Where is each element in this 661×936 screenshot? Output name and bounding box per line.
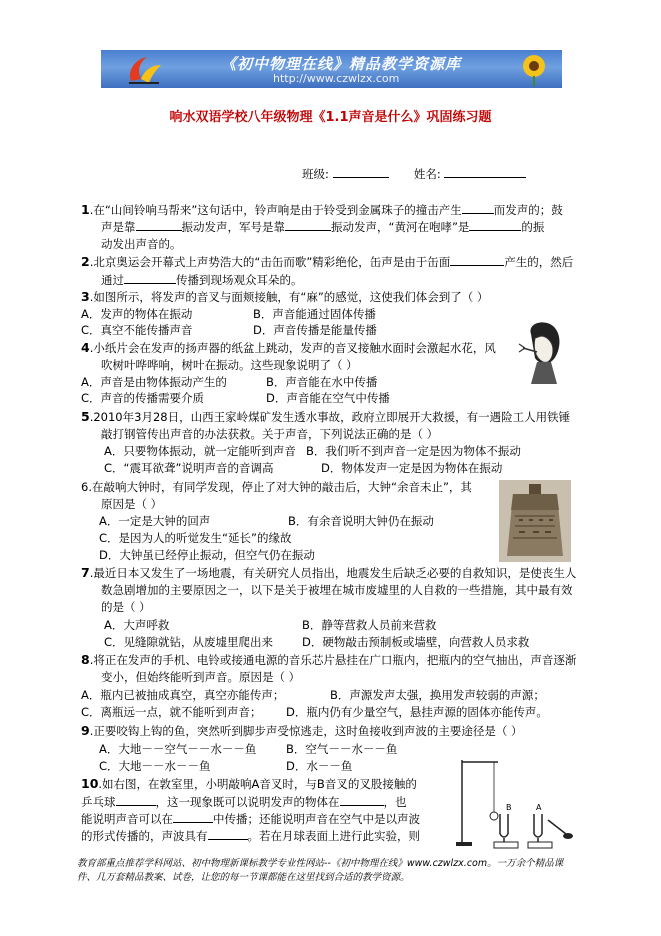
q9-option-d: D．水－－鱼 bbox=[286, 759, 353, 773]
banner-url[interactable]: http://www.czwlzx.com bbox=[273, 72, 400, 85]
sunflower-icon bbox=[512, 52, 556, 86]
q2-line2: 通过 传播到现场观众耳朵的。 bbox=[101, 273, 303, 287]
q8-option-c: C．离瓶远一点，就不能听到声音； bbox=[81, 705, 262, 719]
q6-option-b: B．有余音说明大钟仍在振动 bbox=[288, 514, 434, 528]
q1-line3: 动发出声音的。 bbox=[101, 237, 182, 251]
q7-option-c: C．见缝隙就钻，从废墟里爬出来 bbox=[104, 635, 274, 649]
q3-stem: 3.如图所示，将发声的音叉与面颊接触，有“麻”的感觉，这使我们体会到了（ ） bbox=[81, 289, 489, 304]
q3-option-a: A．发声的物体在振动 bbox=[81, 307, 193, 321]
fork-a-label: A bbox=[536, 803, 542, 812]
q4-option-a: A．声音是由物体振动产生的 bbox=[81, 375, 227, 389]
bronze-bell-figure bbox=[499, 480, 571, 562]
q7-line2: 数急剧增加的主要原因之一，以下是关于被埋在城市废墟里的人自救的一些措施，其中最有效 bbox=[101, 583, 573, 597]
q7-option-a: A．大声呼救 bbox=[104, 618, 170, 632]
name-blank[interactable] bbox=[444, 166, 526, 178]
q4-option-c: C．声音的传播需要介质 bbox=[81, 391, 205, 405]
q5-option-c: C．“震耳欲聋”说明声音的音调高 bbox=[104, 461, 274, 475]
q4-line1: 4.小纸片会在发声的扬声器的纸盆上跳动，发声的音叉接触水面时会激起水花，风 bbox=[81, 340, 496, 355]
q3-option-b: B．声音能通过固体传播 bbox=[253, 307, 376, 321]
q8-line2: 变小，但始终能听到声音。原因是（ ） bbox=[101, 670, 301, 684]
document-title: 响水双语学校八年级物理《1.1声音是什么》巩固练习题 bbox=[169, 110, 492, 125]
q3-option-d: D．声音传播是能量传播 bbox=[253, 323, 377, 337]
q6-option-d: D．大钟虽已经停止振动，但空气仍在振动 bbox=[99, 548, 315, 562]
face-tuning-fork-figure bbox=[517, 318, 567, 388]
q1-line1: 1.在“山间铃响马帮来”这句话中，铃声响是由于铃受到金属珠子的撞击产生 而发声的；鼓 bbox=[81, 202, 563, 217]
q10-line1: 10.如右图，在敦室里，小明敲响A音叉时，与B音叉的叉股接触的 bbox=[81, 776, 417, 791]
header-banner bbox=[101, 50, 562, 88]
q9-stem: 9.正要咬钩上钩的鱼，突然听到脚步声受惊逃走，这时鱼接收到声波的主要途径是（ ） bbox=[81, 723, 523, 738]
footer-line2: 件、几万套精品教案、试卷，让您的每一节课都能在这里找到合适的教学资源。 bbox=[77, 872, 410, 883]
q3-option-c: C．真空不能传播声音 bbox=[81, 323, 193, 337]
q8-line1: 8.将正在发声的手机、电铃或接通电源的音乐芯片悬挂在广口瓶内，把瓶内的空气抽出，声音逐渐 bbox=[81, 652, 577, 667]
q8-option-a: A．瓶内已被抽成真空，真空亦能传声； bbox=[81, 688, 285, 702]
q10-line3: 能说明声音可以在 中传播；还能说明声音在空气中是以声波 bbox=[81, 812, 420, 826]
q8-option-b: B．声源发声太强，换用发声较弱的声源； bbox=[330, 688, 545, 702]
banner-title: 《初中物理在线》精品教学资源库 bbox=[221, 55, 462, 73]
student-info-line bbox=[302, 166, 526, 182]
q5-option-a: A．只要物体振动，就一定能听到声音 bbox=[104, 444, 296, 458]
q7-option-b: B．静等营救人员前来营救 bbox=[302, 618, 437, 632]
q9-option-a: A．大地－－空气－－水－－鱼 bbox=[99, 742, 257, 756]
q6-line2: 原因是（ ） bbox=[101, 497, 163, 511]
class-label: 班级: bbox=[302, 167, 329, 181]
q10-line2: 乒乓球 ，这一现象既可以说明发声的物体在 ，也 bbox=[81, 795, 407, 809]
q2-line1: 2.北京奥运会开幕式上声势浩大的“击缶而歌”精彩绝伦，缶声是由于缶面 产生的，然后 bbox=[81, 254, 574, 269]
tuning-fork-experiment-figure bbox=[454, 754, 576, 850]
q4-option-b: B．声音能在水中传播 bbox=[266, 375, 378, 389]
q4-option-d: D．声音能在空气中传播 bbox=[266, 391, 390, 405]
class-blank[interactable] bbox=[333, 166, 389, 178]
q5-line1: 5.2010年3月28日，山西王家岭煤矿发生透水事故，政府立即展开大救援，有一遇险工人用铁锤 bbox=[81, 409, 571, 424]
name-label: 姓名: bbox=[413, 167, 441, 181]
q7-line1: 7.最近日本又发生了一场地震，有关研究人员指出，地震发生后缺乏必要的自救知识，是使丧生人 bbox=[81, 565, 577, 580]
q5-option-b: B．我们听不到声音一定是因为物体不振动 bbox=[306, 444, 521, 458]
q6-option-c: C．是因为人的听觉发生“延长”的缘故 bbox=[99, 531, 292, 545]
q5-option-d: D．物体发声一定是因为物体在振动 bbox=[321, 461, 503, 475]
q7-option-d: D．硬物敲击预制板或墙壁，向营救人员求救 bbox=[302, 635, 530, 649]
q4-line2: 吹树叶哗哗响，树叶在振动。这些现象说明了（ ） bbox=[101, 358, 358, 372]
q6-line1: 6.在敲响大钟时，有同学发现，停止了对大钟的敲击后，大钟“余音未止”，其 bbox=[81, 480, 472, 494]
q9-option-b: B．空气－－水－－鱼 bbox=[286, 742, 398, 756]
q6-option-a: A．一定是大钟的回声 bbox=[99, 514, 211, 528]
fork-b-label: B bbox=[506, 803, 512, 812]
q1-line2: 声是靠 振动发声，军号是靠 振动发声，“黄河在咆哮”是 的振 bbox=[101, 220, 545, 234]
q9-option-c: C．大地－－水－－鱼 bbox=[99, 759, 211, 773]
site-logo-icon bbox=[125, 53, 165, 85]
q10-line4: 的形式传播的，声波具有 。若在月球表面上进行此实验，则 bbox=[81, 829, 420, 843]
q7-line3: 的是（ ） bbox=[101, 600, 151, 614]
footer-line1: 教育部重点推荐学科网站、初中物理新课标教学专业性网站--《初中物理在线》www.czwlzx.com。一万余个精品课 bbox=[77, 858, 564, 869]
q5-line2: 敲打钢管传出声音的办法获救。关于声音，下列说法正确的是（ ） bbox=[101, 427, 439, 441]
page-footer bbox=[77, 857, 597, 885]
q8-option-d: D．瓶内仍有少量空气，悬挂声源的固体亦能传声。 bbox=[286, 705, 548, 719]
